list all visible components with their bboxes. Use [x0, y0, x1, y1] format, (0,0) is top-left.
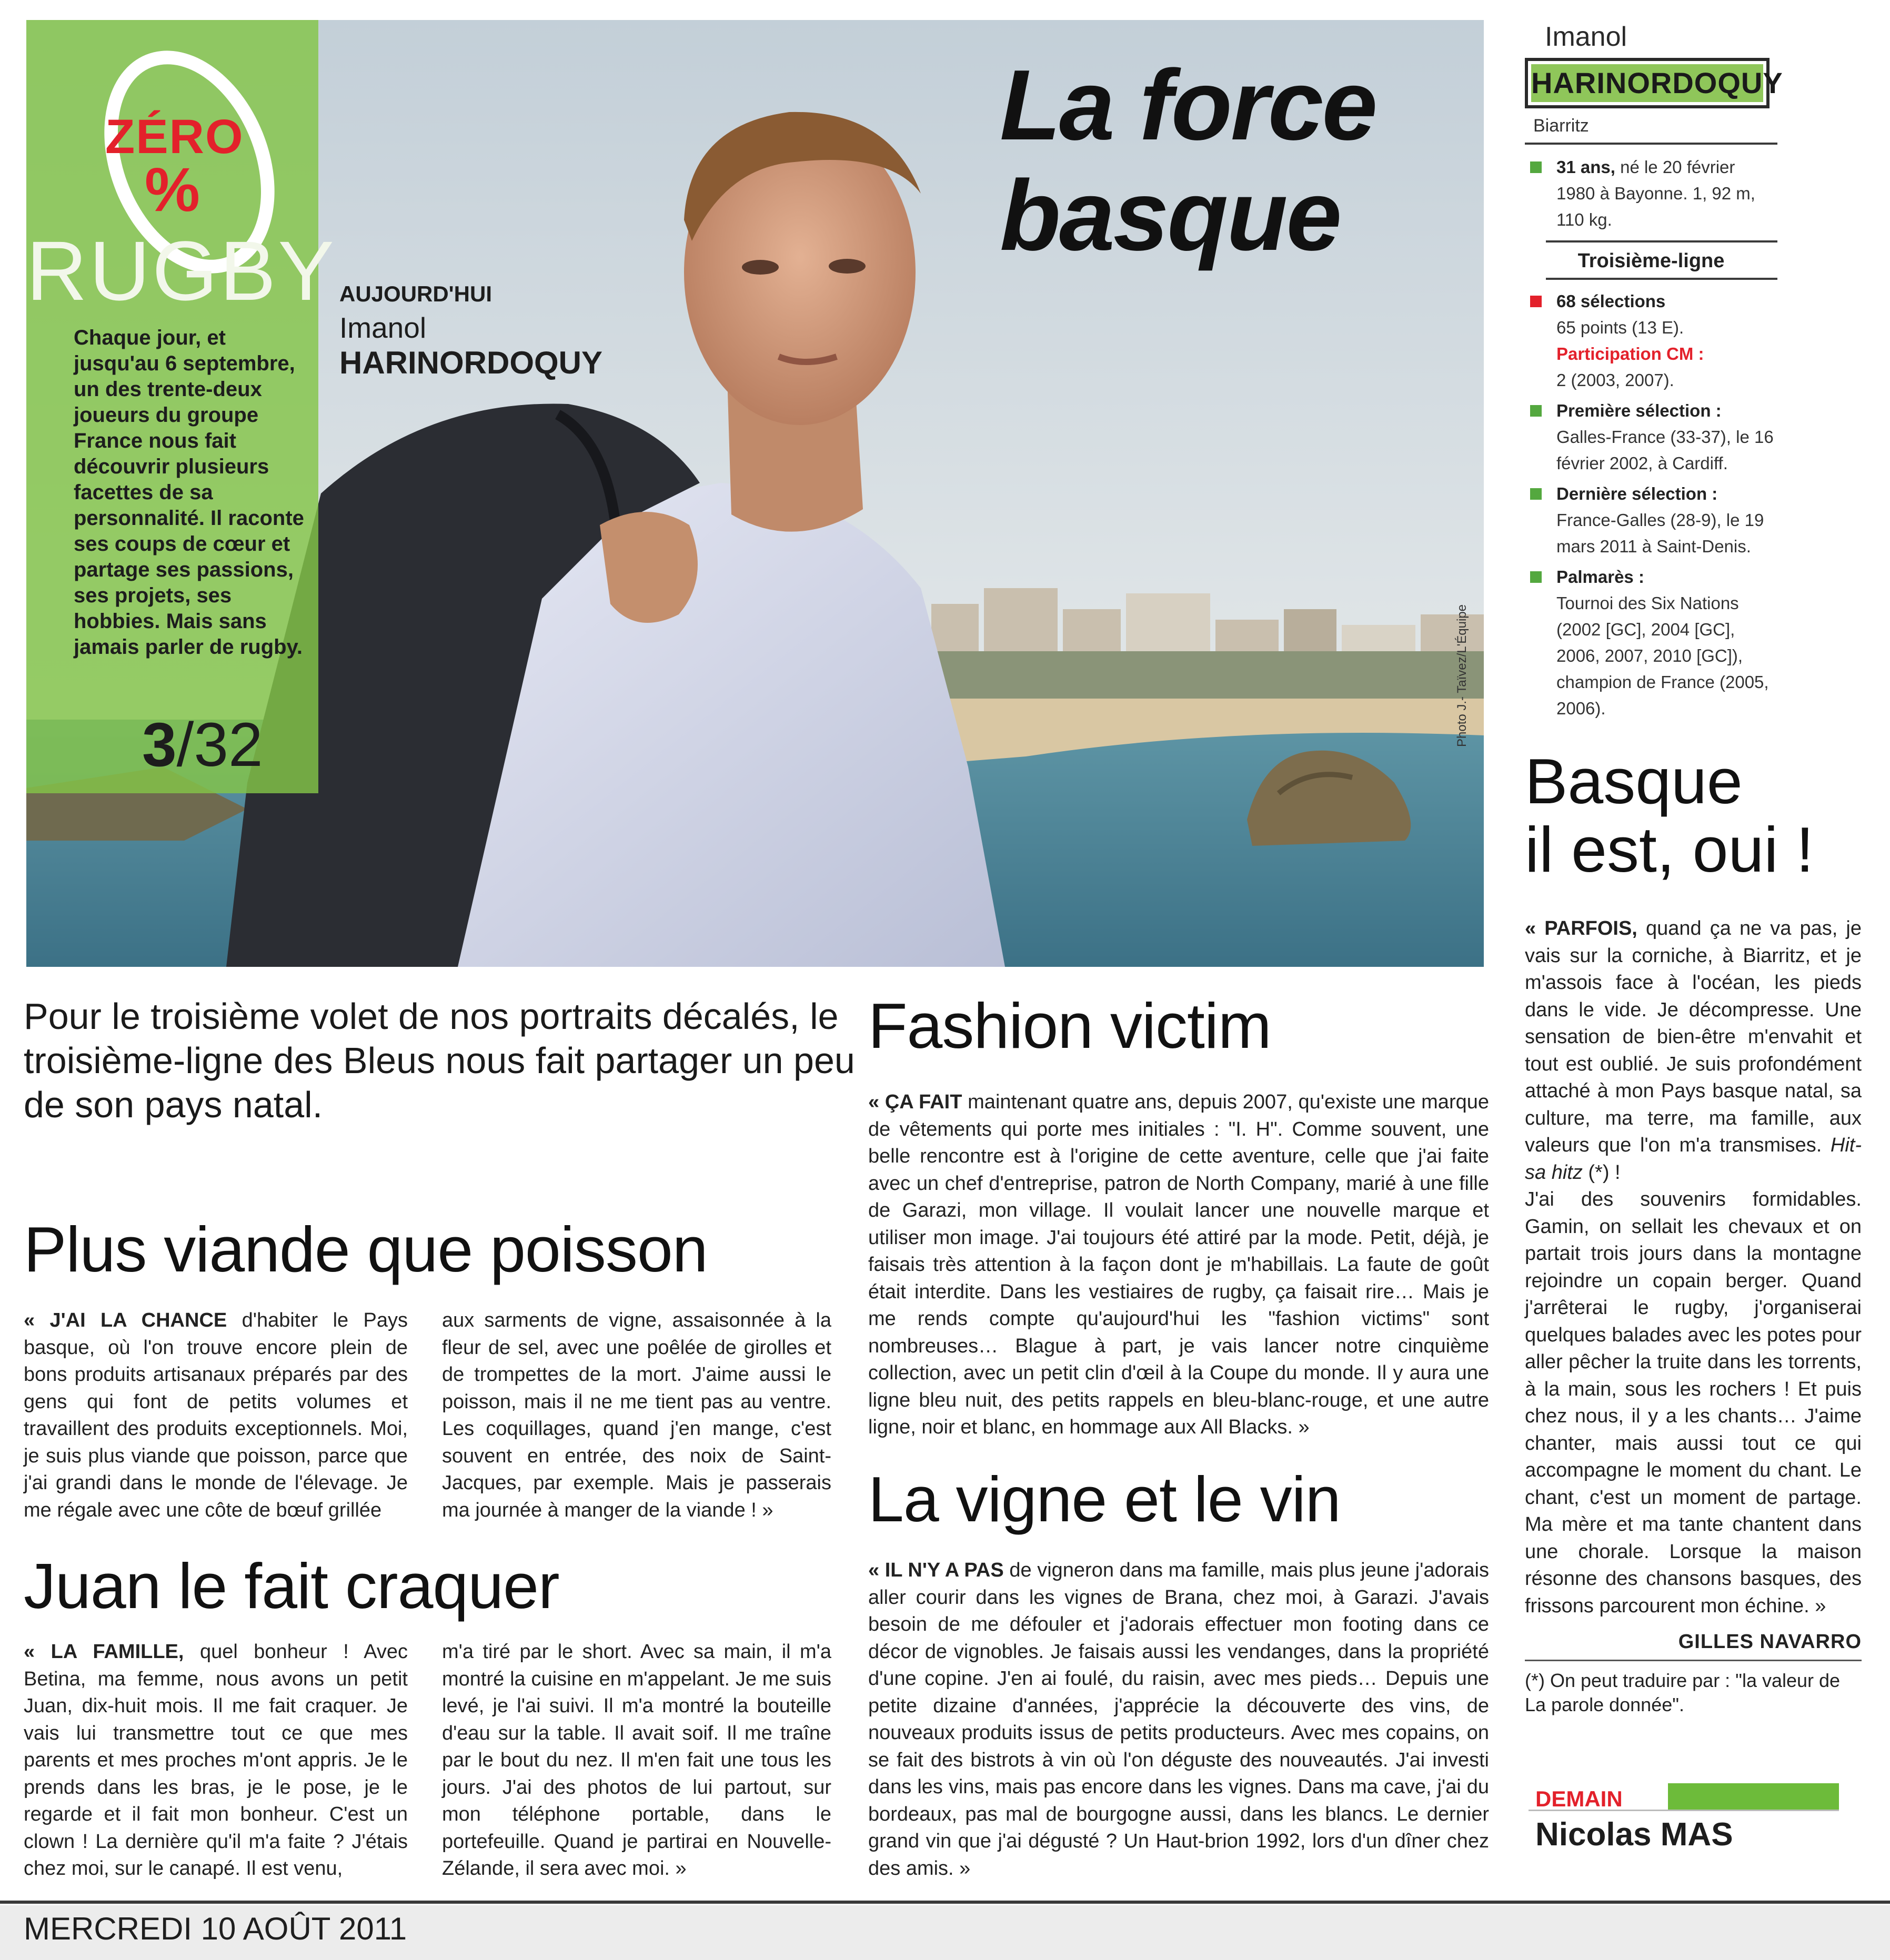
- hillside: [868, 651, 1484, 699]
- teaser-label: DEMAIN: [1535, 1786, 1623, 1811]
- badge-percent: %: [145, 155, 200, 225]
- profile-name-box: [1525, 58, 1783, 108]
- section-title-basque: [1525, 747, 1814, 884]
- section-text-juan-col1: quel bonheur ! Avec Betina, ma femme, nous avons un petit Juan, dix-huit mois. Il me fait craquer. Je vais lui transmettre tout ce que mes parents et mes proches m'ont appris. Je le prends dans les bras, je le pose, je le regarde et il fait mon bonheur. C'est un clown ! La dernière qu'il m'a faite ? J'étais chez moi, sur le canapé. Il est venu,: [24, 1641, 408, 1880]
- section-lead-basque: « PARFOIS,: [1525, 917, 1637, 939]
- profile-selections: [1525, 288, 1777, 393]
- profile-first-selection: [1525, 398, 1777, 477]
- profile-first-sel-value: Galles-France (33-37), le 16 février 2002, à Cardiff.: [1556, 427, 1774, 473]
- badge-zero: ZÉRO: [105, 110, 244, 164]
- profile-club: Biarritz: [1533, 116, 1589, 136]
- profile-age-text: né le 20 février 1980 à Bayonne. 1, 92 m, 110 kg.: [1556, 157, 1755, 229]
- basque-paragraph-1: [1525, 915, 1862, 1186]
- divider: [1546, 278, 1777, 280]
- section-body-plus-col2: aux sarments de vigne, assaisonnée à la fleur de sel, avec une poêlée de girolles et de trompettes de la mort. J'aime aussi le poisson, mais il ne me tient pas au ventre. Les coquillages, quand j'en mange, c'est souvent en entrée, des noix de Saint-Jacques, par exemple. Mais je passerais ma journée à manger de la viande ! »: [442, 1309, 831, 1521]
- section-text-vigne: de vigneron dans ma famille, mais plus jeune j'adorais aller courir dans les vignes de Brana, chez moi, à Garazi. J'avais besoin de me défouler et j'adorais effectuer mon footing dans ce décor de vignobles. Je faisais aussi les vendanges, dans la propriété d'une copine. J'en ai foulé, du raisin, avec mes pieds… Depuis une petite dizaine d'années, j'apprécie la découverte des vins, de nouveaux produits issus de petits producteurs. Avec mes copains, on se fait des bistrots à vin où l'on déguste des nouveautés. J'ai investi dans les vins, mais pas encore dans les vignes. Dans ma cave, j'ai du bordeaux, pas mal de bourgogne aussi, dans les blancs. Le dernier grand vin que j'ai dégusté ? Un Haut-brion 1992, lors d'un dîner chez des amis. »: [868, 1559, 1489, 1880]
- section-title-fashion: Fashion victim: [868, 990, 1271, 1062]
- section-body-juan-col2: m'a tiré par le short. Avec sa main, il m'a montré la cuisine en m'appelant. Je me suis levé, je l'ai suivi. Il m'a montré la bouteille d'eau sur la table. Il avait soif. Il me traîne par le bout du nez. Il m'en fait une tous les jours. J'ai des photos de lui partout, sur mon téléphone portable, dans le portefeuille. Quand je partirai en Nouvelle-Zélande, il sera avec moi. »: [442, 1641, 831, 1880]
- bullet-square-icon: [1530, 296, 1542, 307]
- profile-palmares: [1525, 564, 1777, 722]
- section-title-vigne: La vigne et le vin: [868, 1463, 1341, 1535]
- main-headline: [1000, 50, 1473, 271]
- section-text-plus-col1: d'habiter le Pays basque, où l'on trouve encore plein de bons produits artisanaux préparés par des gens qui font de petits volumes et travaillent des produits exceptionnels. Moi, je suis plus viande que poisson, parce que j'ai grandi dans le monde de l'élevage. Je me régale avec une côte de bœuf grillée: [24, 1309, 408, 1521]
- profile-palmares-label: Palmarès :: [1556, 567, 1644, 587]
- bullet-square-icon: [1530, 405, 1542, 417]
- section-lead-plus: « J'AI LA CHANCE: [24, 1309, 227, 1331]
- profile-last-name: HARINORDOQUY: [1531, 64, 1763, 102]
- profile-selections-text: 65 points (13 E).: [1556, 318, 1684, 337]
- author-byline: GILLES NAVARRO: [1678, 1631, 1862, 1653]
- section-lead-fashion: « ÇA FAIT: [868, 1091, 962, 1113]
- teaser-last-name: MAS: [1660, 1816, 1733, 1853]
- section-lead-vigne: « IL N'Y A PAS: [868, 1559, 1004, 1581]
- footer-rule: [0, 1901, 1890, 1904]
- profile-last-sel-value: France-Galles (28-9), le 19 mars 2011 à Saint-Denis.: [1556, 510, 1764, 556]
- bullet-square-icon: [1530, 571, 1542, 583]
- series-badge: [26, 20, 336, 793]
- profile-cm-value: 2 (2003, 2007).: [1556, 370, 1674, 390]
- bullet-square-icon: [1530, 161, 1542, 173]
- photo-credit: Photo J.- Taïvez/L'Équipe: [1455, 604, 1469, 747]
- profile-cm-label: Participation CM :: [1556, 344, 1704, 363]
- divider: [1525, 143, 1777, 145]
- counter-current: 3: [142, 710, 177, 780]
- profile-first-sel-label: Première sélection :: [1556, 401, 1722, 420]
- profile-last-sel-label: Dernière sélection :: [1556, 484, 1718, 503]
- profile-last-selection: [1525, 481, 1777, 560]
- section-title-plus: Plus viande que poisson: [24, 1214, 708, 1285]
- counter-total: /32: [176, 710, 263, 780]
- section-body-vigne: [868, 1557, 1489, 1882]
- headline-line1: La force: [1000, 49, 1376, 161]
- teaser-name: [1535, 1816, 1733, 1853]
- badge-rugby: RUGBY: [26, 224, 336, 318]
- basque-italic: Hit-sa hitz: [1525, 1134, 1862, 1184]
- series-intro: Chaque jour, et jusqu'au 6 septembre, un des trente-deux joueurs du groupe France nous fait découvrir plusieurs facettes de sa personnalité. Il raconte ses coups de cœur et partage ses passions, ses projets, ses hobbies. Mais sans jamais parler de rugby.: [74, 326, 304, 659]
- section-title-basque-line1: Basque: [1525, 745, 1743, 817]
- section-title-basque-line2: il est, oui !: [1525, 814, 1814, 885]
- today-player: [339, 281, 655, 381]
- today-last-name: HARINORDOQUY: [339, 345, 603, 380]
- profile-position: Troisième-ligne: [1577, 250, 1725, 272]
- lede: Pour le troisième volet de nos portraits décalés, le troisième-ligne des Bleus nous fait partager un peu de son pays natal.: [24, 996, 855, 1125]
- bullet-square-icon: [1530, 488, 1542, 500]
- section-text-fashion: maintenant quatre ans, depuis 2007, qu'existe une marque de vêtements qui porte mes initiales : "I. H". Comme souvent, une belle rencontre est à l'origine de cette aventure, celle que j'ai faite avec un chef d'entreprise, patron de North Company, marié à une fille de Garazi, mon village. Il voulait lancer une nouvelle marque et utiliser mon image. J'ai toujours été attiré par la mode. Petit, déjà, je faisais très attention à la façon dont je m'habillais. La faute de goût était interdite. Dans les vestiaires de rugby, ça faisait rire… Mais je me rends compte qu'aujourd'hui les "fashion victims" sont nombreuses… Blague à part, je vais lancer notre cinquième collection, avec un petit clin d'œil à la Coupe du monde. Il y aura une ligne bleu nuit, des petits rappels en bleu-blanc-rouge, et une autre ligne, noir et blanc, en hommage aux All Blacks. »: [868, 1091, 1490, 1438]
- profile-first-name: Imanol: [1545, 22, 1627, 52]
- section-lead-juan: « LA FAMILLE,: [24, 1641, 184, 1663]
- profile-palmares-value: Tournoi des Six Nations (2002 [GC], 2004 [GC], 2006, 2007, 2010 [GC]), champion de France (2005, 2006).: [1556, 593, 1769, 718]
- today-kicker: AUJOURD'HUI: [339, 281, 492, 306]
- player-profile: [1525, 21, 1783, 722]
- section-title-juan: Juan le fait craquer: [24, 1550, 559, 1622]
- basque-text-2: (*) !: [1582, 1161, 1621, 1184]
- profile-age-bold: 31 ans,: [1556, 157, 1615, 177]
- profile-age: [1525, 154, 1777, 233]
- headline-line2: basque: [1000, 160, 1341, 271]
- today-first-name: Imanol: [339, 311, 427, 344]
- series-counter: [142, 709, 263, 781]
- section-body-juan-col1: [24, 1639, 408, 1883]
- teaser-first-name: Nicolas: [1535, 1816, 1652, 1853]
- basque-paragraph-2: J'ai des souvenirs formidables. Gamin, on sellait les chevaux et on partait trois jours dans la montagne rejoindre un copain berger. Quand j'arrêterai le rugby, j'organiserai quelques balades avec les potes pour aller pêcher la truite dans les torrents, à la main, sous les rochers ! Et puis chez nous, il y a les chants… J'aime chanter, mais aussi tout ce qui accompagne le moment du chant. Le chant, c'est un moment de partage. Ma mère et ma tante chantent dans une chorale. Lorsque la maison résonne des chansons basques, des frissons parcourent mon échine. »: [1525, 1188, 1862, 1617]
- section-body-fashion: [868, 1089, 1489, 1441]
- profile-selections-bold: 68 sélections: [1556, 291, 1666, 311]
- footer: [0, 1905, 1890, 1960]
- basque-text-1: quand ça ne va pas, je vais sur la corniche, à Biarritz, et je m'assois face à l'océan, les pieds dans le vide. Je décompresse. Une sensation de bien-être m'envahit et tout est oublié. Je suis profondément attaché à mon Pays basque natal, sa culture, ma terre, ma famille, aux valeurs que l'on m'a transmises.: [1525, 917, 1862, 1156]
- section-body-basque: [1525, 915, 1862, 1620]
- section-body-plus-col1: [24, 1307, 408, 1524]
- footer-date: MERCREDI 10 AOÛT 2011: [24, 1911, 407, 1946]
- hand: [600, 512, 698, 623]
- footnote: (*) On peut traduire par : "la valeur de La parole donnée".: [1525, 1660, 1862, 1717]
